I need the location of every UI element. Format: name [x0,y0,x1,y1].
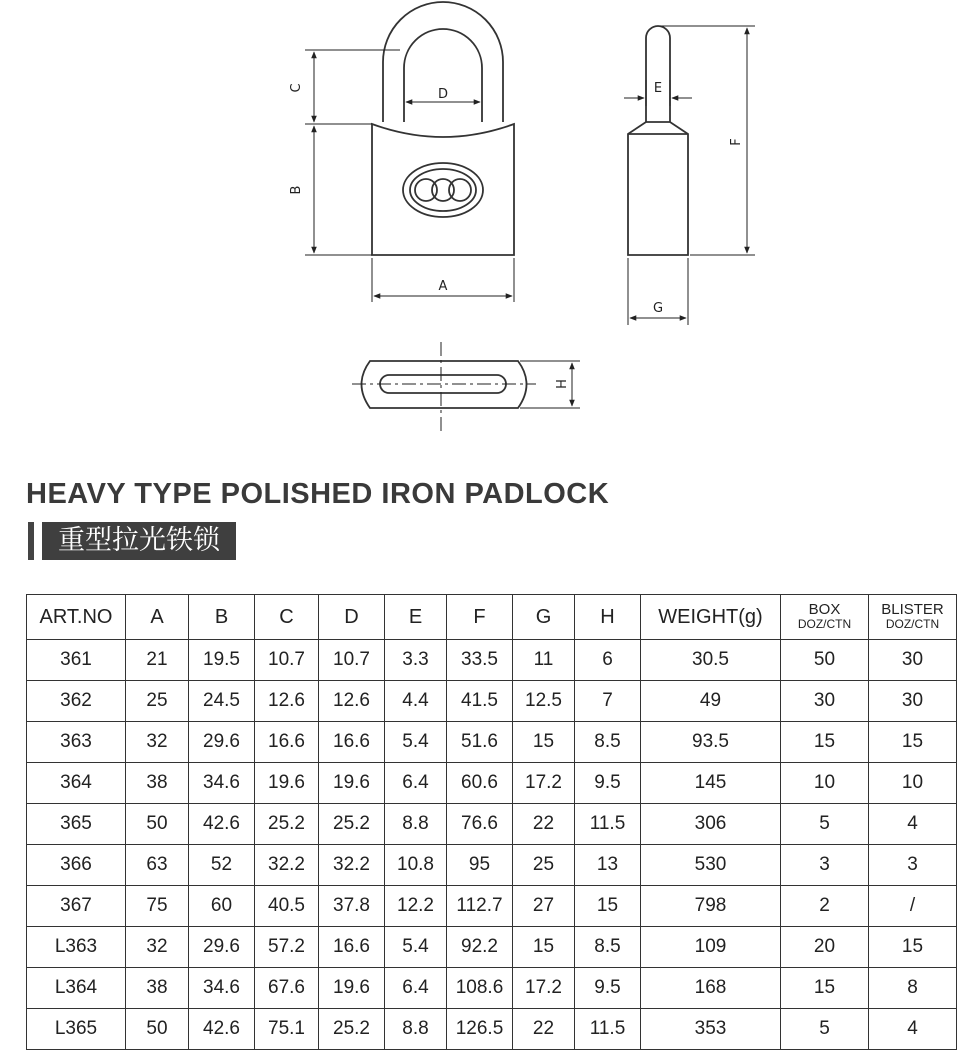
table-cell: L364 [27,968,126,1009]
table-cell: 12.5 [513,681,575,722]
label-b: B [289,185,304,195]
table-cell: 50 [126,1009,189,1050]
padlock-technical-drawing [0,0,980,450]
table-cell: 30 [869,681,957,722]
table-row [27,1009,957,1050]
header-weight: WEIGHT(g) [641,595,781,640]
table-cell: 24.5 [189,681,255,722]
table-cell: 15 [513,927,575,968]
product-subtitle: 重型拉光铁锁 [42,522,236,560]
table-cell: 353 [641,1009,781,1050]
table-cell: 95 [447,845,513,886]
label-e: E [653,81,663,96]
table-cell: 15 [575,886,641,927]
table-cell: 25 [126,681,189,722]
table-cell: 4 [869,1009,957,1050]
table-cell: 50 [781,640,869,681]
table-cell: 32.2 [319,845,385,886]
shackle-inner [404,29,482,122]
table-cell: 30.5 [641,640,781,681]
table-cell: 798 [641,886,781,927]
table-cell: 362 [27,681,126,722]
table-cell: 93.5 [641,722,781,763]
header-blister-top: BLISTER [881,601,944,618]
table-cell: 34.6 [189,763,255,804]
table-cell: 10.7 [319,640,385,681]
label-c: C [289,83,304,93]
table-cell: L363 [27,927,126,968]
table-cell: 17.2 [513,968,575,1009]
label-h: H [555,379,570,389]
table-cell: 108.6 [447,968,513,1009]
table-cell: 9.5 [575,763,641,804]
table-cell: 29.6 [189,722,255,763]
table-cell: 10.8 [385,845,447,886]
table-row [27,886,957,927]
table-cell: 50 [126,804,189,845]
table-cell: 21 [126,640,189,681]
table-cell: 52 [189,845,255,886]
table-cell: 15 [781,968,869,1009]
table-cell: 367 [27,886,126,927]
table-cell: 32 [126,927,189,968]
table-cell: 4.4 [385,681,447,722]
table-cell: 30 [781,681,869,722]
dim-c [305,50,400,124]
table-cell: 25.2 [319,1009,385,1050]
table-cell: 364 [27,763,126,804]
table-body [27,640,957,1050]
table-cell: 3 [781,845,869,886]
table-cell: 60.6 [447,763,513,804]
side-shackle [646,26,670,122]
table-cell: 11.5 [575,804,641,845]
table-cell: 75.1 [255,1009,319,1050]
table-cell: 42.6 [189,804,255,845]
label-d: D [437,87,449,102]
table-cell: 22 [513,804,575,845]
table-header-row [27,595,957,640]
table-cell: 6 [575,640,641,681]
table-cell: 38 [126,968,189,1009]
table-cell: 8.5 [575,927,641,968]
table-cell: 5.4 [385,722,447,763]
table-cell: 109 [641,927,781,968]
table-cell: 19.6 [255,763,319,804]
subtitle-accent-bar [28,522,34,560]
table-cell: 361 [27,640,126,681]
table-row [27,640,957,681]
table-cell: 11 [513,640,575,681]
table-cell: 60 [189,886,255,927]
specification-table [26,594,957,1050]
table-cell: 5 [781,804,869,845]
shackle-outer [383,2,503,122]
table-cell: 92.2 [447,927,513,968]
table-cell: 37.8 [319,886,385,927]
table-cell: 42.6 [189,1009,255,1050]
table-cell: 30 [869,640,957,681]
table-cell: 12.6 [319,681,385,722]
table-cell: 8 [869,968,957,1009]
table-cell: 5.4 [385,927,447,968]
table-cell: 16.6 [255,722,319,763]
table-cell: 40.5 [255,886,319,927]
table-cell: 366 [27,845,126,886]
label-f: F [729,138,744,146]
header-art-no: ART.NO [27,595,126,640]
table-cell: / [869,886,957,927]
table-cell: 25 [513,845,575,886]
table-cell: 32.2 [255,845,319,886]
side-body [628,122,688,255]
table-cell: 530 [641,845,781,886]
table-cell: 306 [641,804,781,845]
table-cell: 63 [126,845,189,886]
header-box [781,595,869,640]
table-cell: 15 [513,722,575,763]
header-c: C [255,595,319,640]
table-cell: 126.5 [447,1009,513,1050]
header-box-top: BOX [808,601,841,618]
header-g: G [513,595,575,640]
table-cell: 10 [781,763,869,804]
table-cell: 15 [869,722,957,763]
table-cell: 27 [513,886,575,927]
side-view [628,26,688,255]
header-blister [869,595,957,640]
table-cell: 3.3 [385,640,447,681]
table-cell: 25.2 [319,804,385,845]
table-cell: 363 [27,722,126,763]
table-cell: 34.6 [189,968,255,1009]
table-cell: 19.6 [319,968,385,1009]
table-cell: 12.6 [255,681,319,722]
table-cell: 8.8 [385,1009,447,1050]
table-row [27,681,957,722]
emblem-inner [410,169,476,211]
table-cell: 2 [781,886,869,927]
table-cell: 33.5 [447,640,513,681]
table-cell: 38 [126,763,189,804]
dim-b [305,126,372,255]
table-cell: 11.5 [575,1009,641,1050]
table-row [27,722,957,763]
table-cell: 19.5 [189,640,255,681]
table-cell: 3 [869,845,957,886]
table-row [27,804,957,845]
header-blister-bottom: DOZ/CTN [885,617,940,631]
table-row [27,845,957,886]
header-f: F [447,595,513,640]
table-cell: 145 [641,763,781,804]
table-cell: L365 [27,1009,126,1050]
table-cell: 51.6 [447,722,513,763]
header-box-bottom: DOZ/CTN [797,617,852,631]
table-cell: 15 [781,722,869,763]
table-cell: 112.7 [447,886,513,927]
table-cell: 75 [126,886,189,927]
label-g: G [652,301,664,316]
table-cell: 13 [575,845,641,886]
table-cell: 32 [126,722,189,763]
lock-body [372,124,514,255]
label-a: A [438,279,448,294]
table-row [27,968,957,1009]
table-cell: 10 [869,763,957,804]
header-h: H [575,595,641,640]
table-cell: 22 [513,1009,575,1050]
table-cell: 10.7 [255,640,319,681]
table-cell: 7 [575,681,641,722]
product-title: HEAVY TYPE POLISHED IRON PADLOCK [26,478,610,510]
table-cell: 17.2 [513,763,575,804]
header-d: D [319,595,385,640]
table-cell: 6.4 [385,968,447,1009]
table-cell: 9.5 [575,968,641,1009]
table-row [27,927,957,968]
table-cell: 20 [781,927,869,968]
table-cell: 29.6 [189,927,255,968]
header-a: A [126,595,189,640]
table-cell: 168 [641,968,781,1009]
table-cell: 41.5 [447,681,513,722]
table-cell: 76.6 [447,804,513,845]
table-cell: 57.2 [255,927,319,968]
table-cell: 4 [869,804,957,845]
front-view [372,2,514,255]
table-cell: 25.2 [255,804,319,845]
table-cell: 6.4 [385,763,447,804]
table-cell: 8.8 [385,804,447,845]
table-cell: 12.2 [385,886,447,927]
table-cell: 365 [27,804,126,845]
table-cell: 5 [781,1009,869,1050]
header-b: B [189,595,255,640]
table-row [27,763,957,804]
header-e: E [385,595,447,640]
table-cell: 49 [641,681,781,722]
table-cell: 16.6 [319,927,385,968]
table-cell: 16.6 [319,722,385,763]
table-cell: 8.5 [575,722,641,763]
table-cell: 15 [869,927,957,968]
table-cell: 19.6 [319,763,385,804]
table-cell: 67.6 [255,968,319,1009]
